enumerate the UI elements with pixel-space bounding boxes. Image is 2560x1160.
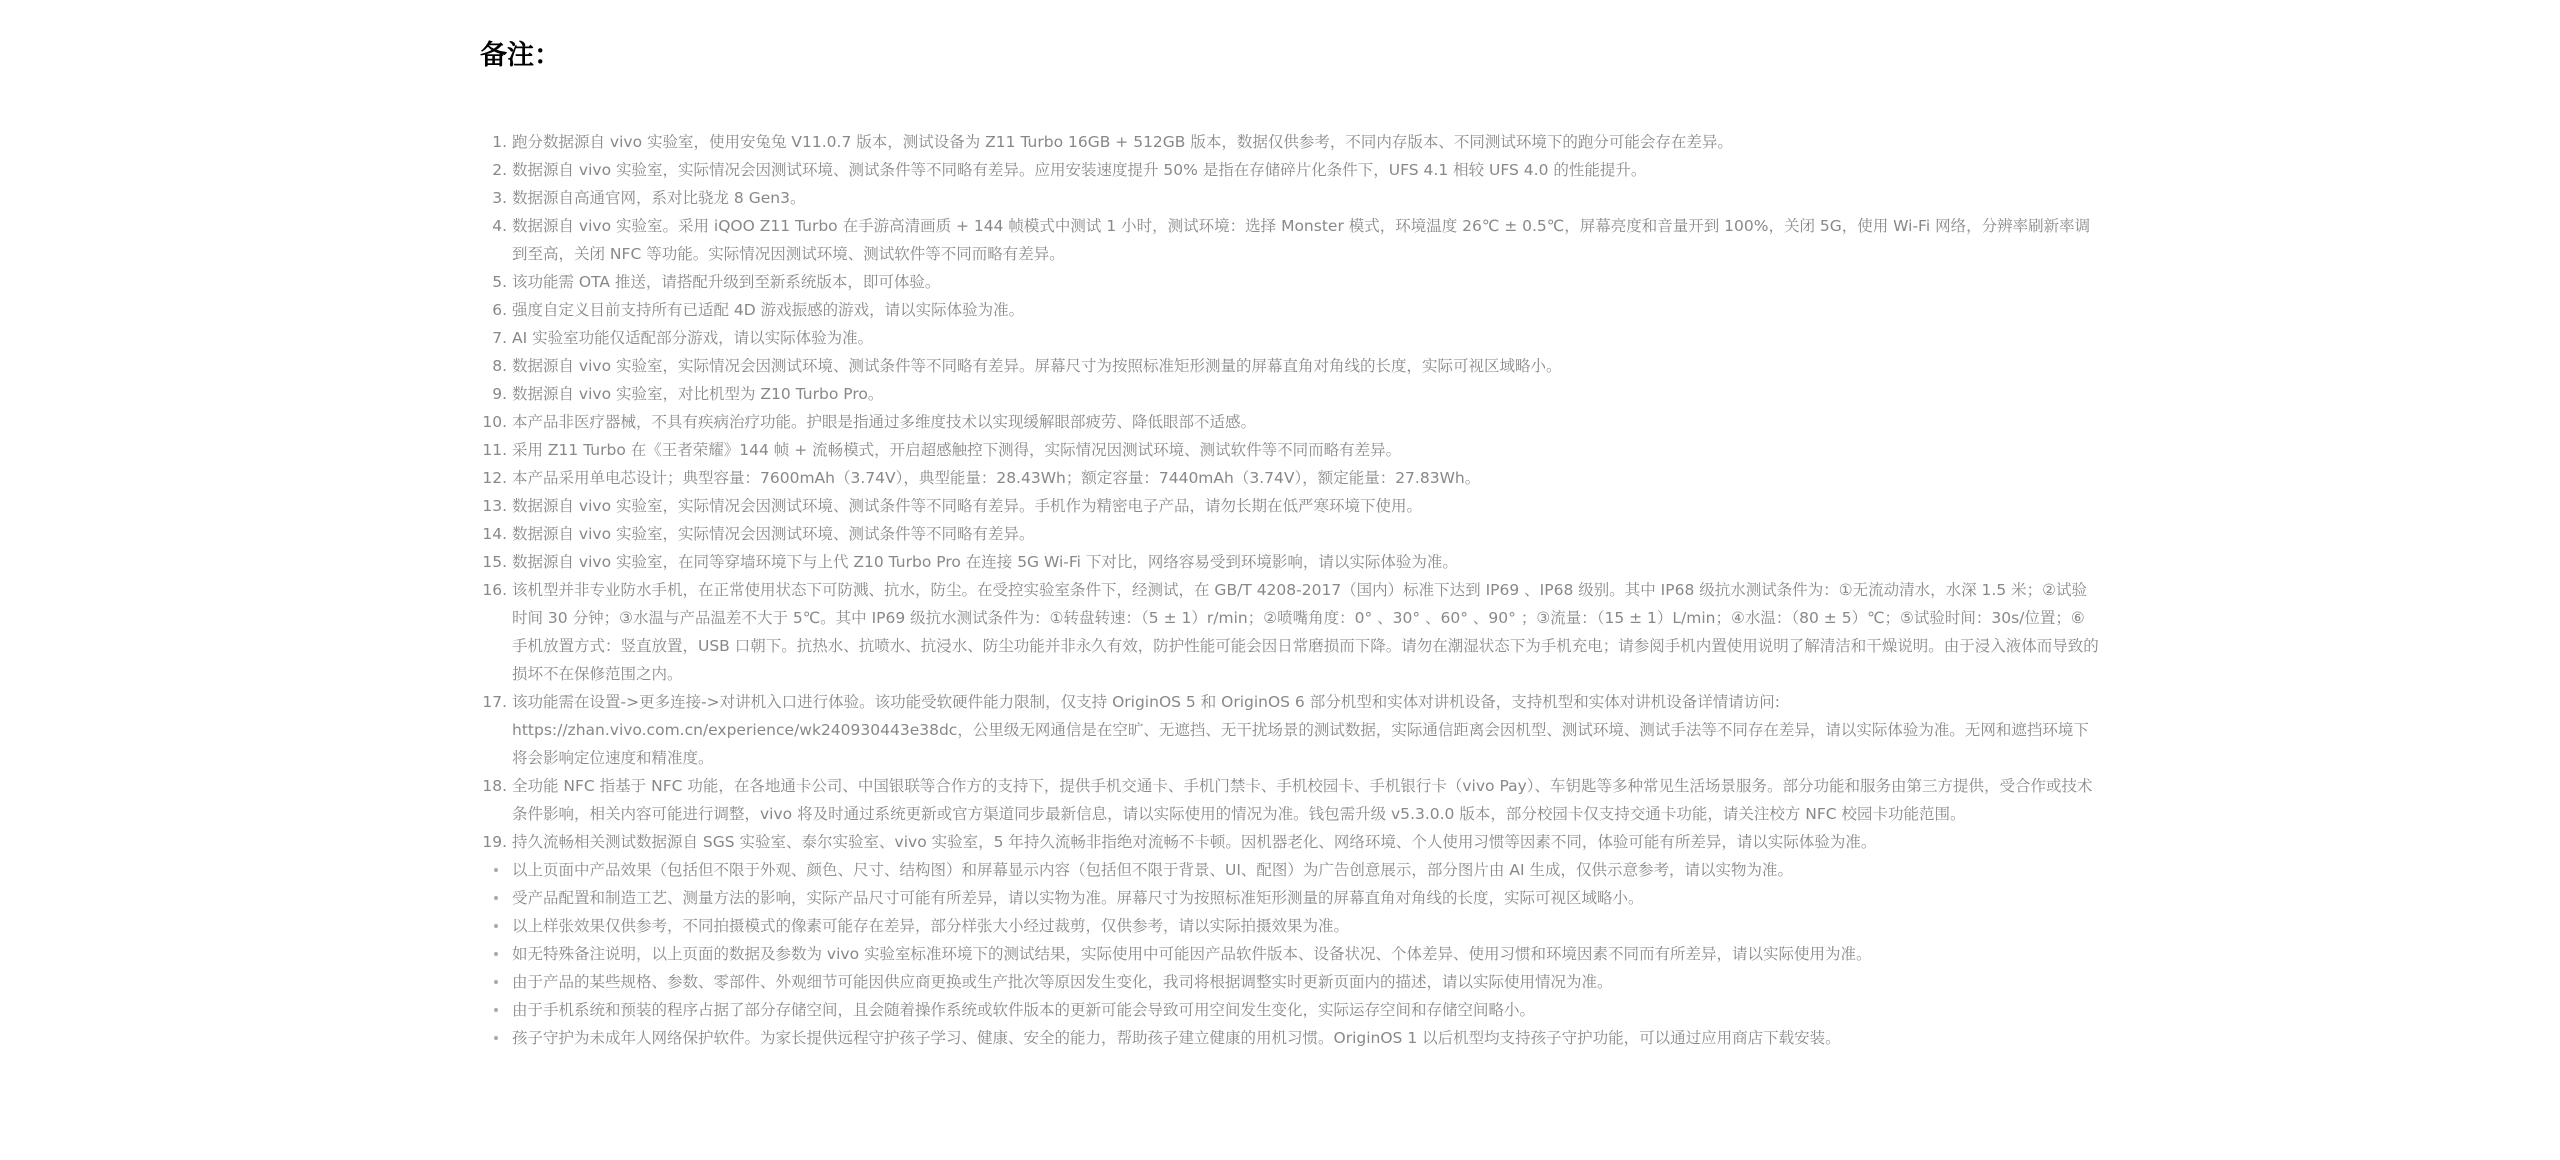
- bullet-notes-list: [480, 856, 2100, 1052]
- note-item: 18. 全功能 NFC 指基于 NFC 功能，在各地通卡公司、中国银联等合作方的支持下，提供手机交通卡、手机门禁卡、手机校园卡、手机银行卡（vivo Pay）、车钥匙等多种常见生活场景服务。部分功能和服务由第三方提供，受合作或技术条件影响，相关内容可能进行调整，vivo 将及时通过系统更新或官方渠道同步最新信息，请以实际使用的情况为准。钱包需升级 v5.3.0.0 版本，部分校园卡仅支持交通卡功能，请关注校方 NFC 校园卡功能范围。: [512, 772, 2100, 828]
- note-item: 15. 数据源自 vivo 实验室，在同等穿墙环境下与上代 Z10 Turbo Pro 在连接 5G Wi-Fi 下对比，网络容易受到环境影响，请以实际体验为准。: [512, 548, 2100, 576]
- note-item: 7. AI 实验室功能仅适配部分游戏，请以实际体验为准。: [512, 324, 2100, 352]
- note-item: 10. 本产品非医疗器械，不具有疾病治疗功能。护眼是指通过多维度技术以实现缓解眼部疲劳、降低眼部不适感。: [512, 408, 2100, 436]
- bullet-item: [512, 856, 2100, 884]
- bullet-item: [512, 996, 2100, 1024]
- bullet-text: 以上样张效果仅供参考，不同拍摄模式的像素可能存在差异，部分样张大小经过裁剪，仅供参考，请以实际拍摄效果为准。: [512, 917, 1350, 935]
- bullet-item: [512, 940, 2100, 968]
- bullet-item: [512, 968, 2100, 996]
- bullet-text: 受产品配置和制造工艺、测量方法的影响，实际产品尺寸可能有所差异，请以实物为准。屏幕尺寸为按照标准矩形测量的屏幕直角对角线的长度，实际可视区域略小。: [512, 889, 1644, 907]
- bullet-dot-icon: [494, 868, 498, 872]
- bullet-text: 孩子守护为未成年人网络保护软件。为家长提供远程守护孩子学习、健康、安全的能力，帮助孩子建立健康的用机习惯。OriginOS 1 以后机型均支持孩子守护功能，可以通过应用商店下载安装。: [512, 1029, 1841, 1047]
- bullet-text: 以上页面中产品效果（包括但不限于外观、颜色、尺寸、结构图）和屏幕显示内容（包括但不限于背景、UI、配图）为广告创意展示，部分图片由 AI 生成，仅供示意参考，请以实物为准。: [512, 861, 1793, 879]
- note-item: 14. 数据源自 vivo 实验室，实际情况会因测试环境、测试条件等不同略有差异。: [512, 520, 2100, 548]
- bullet-dot-icon: [494, 896, 498, 900]
- bullet-dot-icon: [494, 980, 498, 984]
- note-item: 9. 数据源自 vivo 实验室，对比机型为 Z10 Turbo Pro。: [512, 380, 2100, 408]
- bullet-dot-icon: [494, 952, 498, 956]
- note-item: 4. 数据源自 vivo 实验室。采用 iQOO Z11 Turbo 在手游高清画质 + 144 帧模式中测试 1 小时，测试环境：选择 Monster 模式，环境温度 26℃ ± 0.5℃，屏幕亮度和音量开到 100%，关闭 5G，使用 Wi-Fi 网络，分辨率刷新率调到至高，关闭 NFC 等功能。实际情况因测试环境、测试软件等不同而略有差异。: [512, 212, 2100, 268]
- footnotes-section: [480, 36, 2100, 1052]
- bullet-item: [512, 1024, 2100, 1052]
- bullet-item: [512, 884, 2100, 912]
- note-item: 17. 该功能需在设置->更多连接->对讲机入口进行体验。该功能受软硬件能力限制，仅支持 OriginOS 5 和 OriginOS 6 部分机型和实体对讲机设备，支持机型和实体对讲机设备详情请访问: https://zhan.vivo.com.cn/experience/wk240930443e38dc，公里级无网通信是在空旷、无遮挡、无干扰场景的测试数据，实际通信距离会因机型、测试环境、测试手法等不同存在差异，请以实际体验为准。无网和遮挡环境下将会影响定位速度和精准度。: [512, 688, 2100, 772]
- note-item: 19. 持久流畅相关测试数据源自 SGS 实验室、泰尔实验室、vivo 实验室，5 年持久流畅非指绝对流畅不卡顿。因机器老化、网络环境、个人使用习惯等因素不同，体验可能有所差异，请以实际体验为准。: [512, 828, 2100, 856]
- bullet-text: 由于产品的某些规格、参数、零部件、外观细节可能因供应商更换或生产批次等原因发生变化，我司将根据调整实时更新页面内的描述，请以实际使用情况为准。: [512, 973, 1613, 991]
- bullet-text: 由于手机系统和预装的程序占据了部分存储空间，且会随着操作系统或软件版本的更新可能会导致可用空间发生变化，实际运存空间和存储空间略小。: [512, 1001, 1536, 1019]
- bullet-text: 如无特殊备注说明，以上页面的数据及参数为 vivo 实验室标准环境下的测试结果，实际使用中可能因产品软件版本、设备状况、个体差异、使用习惯和环境因素不同而有所差异，请以实际使用为准。: [512, 945, 1872, 963]
- note-item: 3. 数据源自高通官网，系对比骁龙 8 Gen3。: [512, 184, 2100, 212]
- note-item: 11. 采用 Z11 Turbo 在《王者荣耀》144 帧 + 流畅模式，开启超感触控下测得，实际情况因测试环境、测试软件等不同而略有差异。: [512, 436, 2100, 464]
- note-item: 5. 该功能需 OTA 推送，请搭配升级到至新系统版本，即可体验。: [512, 268, 2100, 296]
- bullet-dot-icon: [494, 924, 498, 928]
- note-item: 2. 数据源自 vivo 实验室，实际情况会因测试环境、测试条件等不同略有差异。应用安装速度提升 50% 是指在存储碎片化条件下，UFS 4.1 相较 UFS 4.0 的性能提升。: [512, 156, 2100, 184]
- section-title: 备注：: [480, 40, 561, 71]
- note-item: 16. 该机型并非专业防水手机，在正常使用状态下可防溅、抗水，防尘。在受控实验室条件下，经测试，在 GB/T 4208-2017（国内）标准下达到 IP69 、IP68 级别。其中 IP68 级抗水测试条件为：①无流动清水，水深 1.5 米；②试验时间 30 分钟；③水温与产品温差不大于 5℃。其中 IP69 级抗水测试条件为：①转盘转速：（5 ± 1）r/min；②喷嘴角度：0° 、30° 、60° 、90° ；③流量：（15 ± 1）L/min；④水温：（80 ± 5）℃；⑤试验时间：30s/位置；⑥手机放置方式：竖直放置，USB 口朝下。抗热水、抗喷水、抗浸水、防尘功能并非永久有效，防护性能可能会因日常磨损而下降。请勿在潮湿状态下为手机充电；请参阅手机内置使用说明了解清洁和干燥说明。由于浸入液体而导致的损坏不在保修范围之内。: [512, 576, 2100, 688]
- bullet-item: [512, 912, 2100, 940]
- note-item: 13. 数据源自 vivo 实验室，实际情况会因测试环境、测试条件等不同略有差异。手机作为精密电子产品，请勿长期在低严寒环境下使用。: [512, 492, 2100, 520]
- note-item: 1. 跑分数据源自 vivo 实验室，使用安兔兔 V11.0.7 版本，测试设备为 Z11 Turbo 16GB + 512GB 版本，数据仅供参考，不同内存版本、不同测试环境下的跑分可能会存在差异。: [512, 128, 2100, 156]
- note-item: 12. 本产品采用单电芯设计；典型容量：7600mAh（3.74V），典型能量：28.43Wh；额定容量：7440mAh（3.74V），额定能量：27.83Wh。: [512, 464, 2100, 492]
- bullet-dot-icon: [494, 1008, 498, 1012]
- note-item: 8. 数据源自 vivo 实验室，实际情况会因测试环境、测试条件等不同略有差异。屏幕尺寸为按照标准矩形测量的屏幕直角对角线的长度，实际可视区域略小。: [512, 352, 2100, 380]
- numbered-notes-list: [480, 128, 2100, 856]
- note-item: 6. 强度自定义目前支持所有已适配 4D 游戏振感的游戏，请以实际体验为准。: [512, 296, 2100, 324]
- bullet-dot-icon: [494, 1036, 498, 1040]
